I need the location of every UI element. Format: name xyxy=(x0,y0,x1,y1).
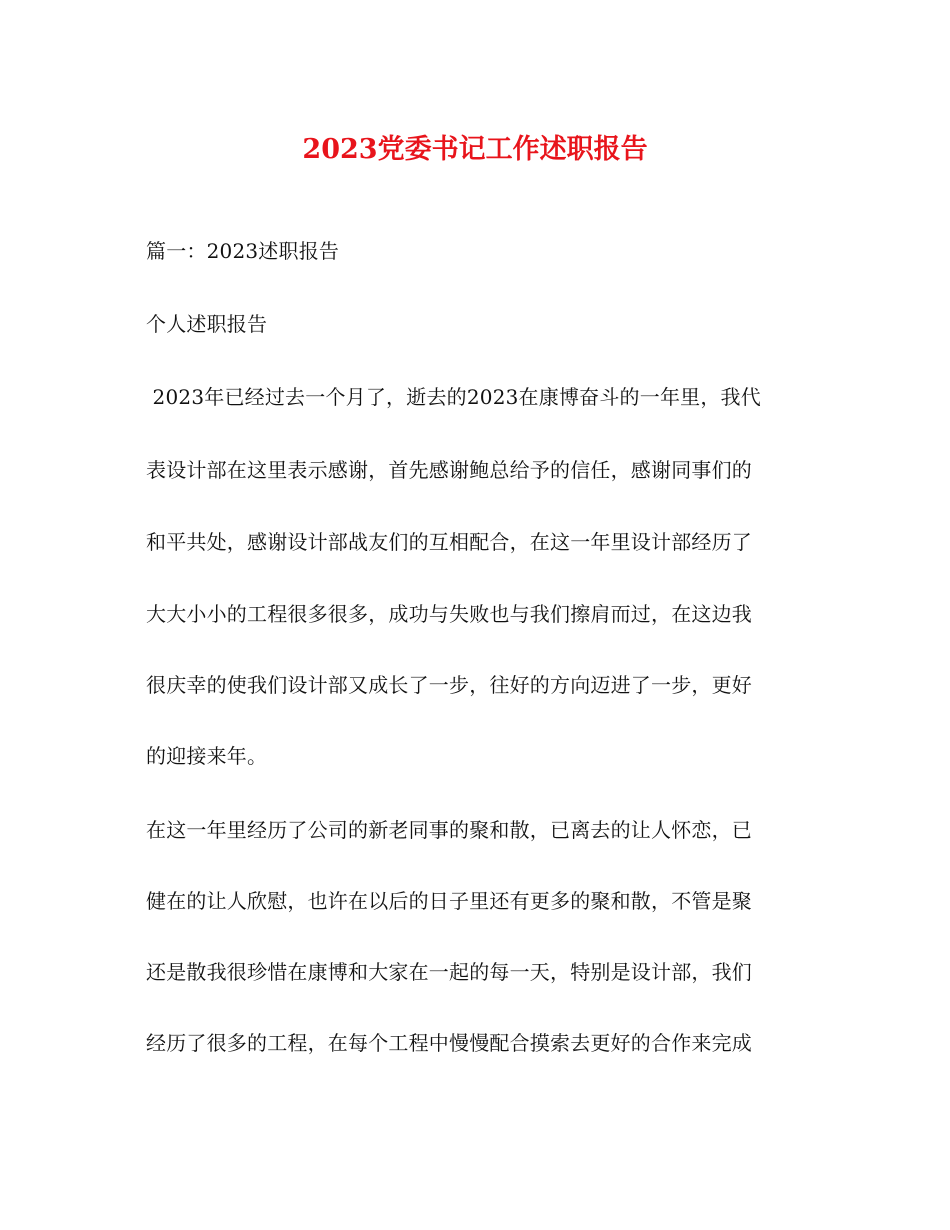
paragraph-line: 的迎接来年。 xyxy=(146,744,268,768)
subheading: 个人述职报告 xyxy=(146,312,268,336)
paragraph-line: 在这一年里经历了公司的新老同事的聚和散，已离去的让人怀恋，已 xyxy=(146,818,752,842)
paragraph-line: 大大小小的工程很多很多，成功与失败也与我们擦肩而过，在这边我 xyxy=(146,602,752,626)
paragraph-line: 健在的让人欣慰，也许在以后的日子里还有更多的聚和散，不管是聚 xyxy=(146,889,752,913)
section-heading: 篇一：2023述职报告 xyxy=(146,239,340,263)
paragraph-line: 经历了很多的工程，在每个工程中慢慢配合摸索去更好的合作来完成 xyxy=(146,1031,752,1055)
paragraph-line: 很庆幸的使我们设计部又成长了一步，往好的方向迈进了一步，更好 xyxy=(146,673,752,697)
paragraph-line: 2023年已经过去一个月了，逝去的2023在康博奋斗的一年里，我代 xyxy=(146,385,761,409)
paragraph-line: 表设计部在这里表示感谢，首先感谢鲍总给予的信任，感谢同事们的 xyxy=(146,458,752,482)
paragraph-line: 和平共处，感谢设计部战友们的互相配合，在这一年里设计部经历了 xyxy=(146,530,752,554)
paragraph-line: 还是散我很珍惜在康博和大家在一起的每一天，特别是设计部，我们 xyxy=(146,960,752,984)
document-title: 2023党委书记工作述职报告 xyxy=(302,134,648,165)
